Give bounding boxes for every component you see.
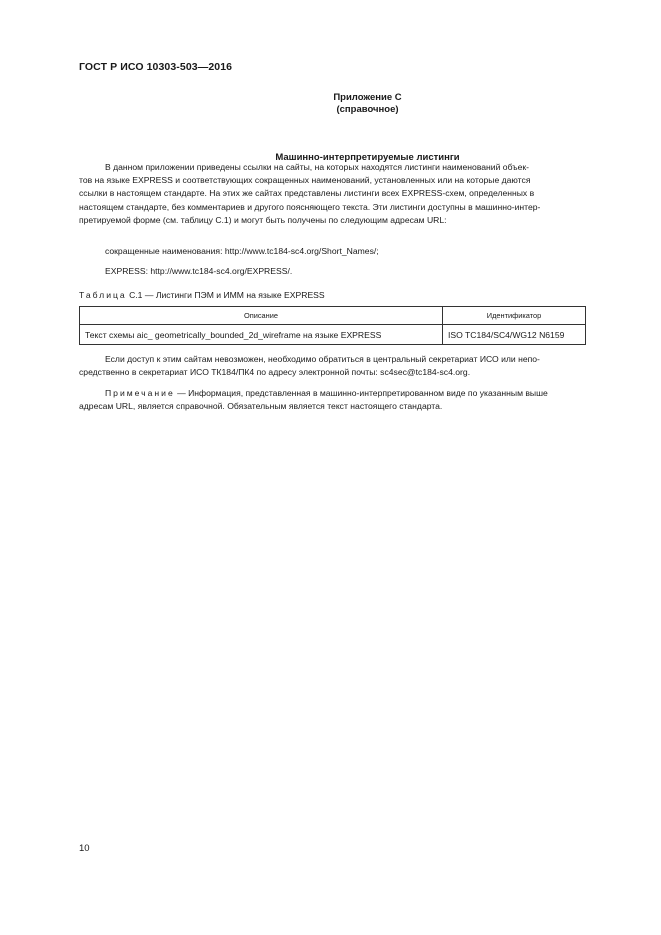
section-title: Машинно-интерпретируемые листинги (275, 152, 460, 163)
table-row (80, 325, 586, 345)
document-code: ГОСТ Р ИСО 10303-503—2016 (79, 61, 233, 73)
intro-paragraph (79, 161, 585, 227)
appendix-title: Приложение С (333, 92, 402, 103)
table-caption-text: С.1 — Листинги ПЭМ и ИММ на языке EXPRESS (126, 290, 325, 300)
table-header-row (80, 307, 586, 325)
text-line: настоящем стандарте, без комментариев и другого поясняющего текста. Эти листинги доступны в машинно-интер- (79, 201, 541, 212)
text-line: Если доступ к этим сайтам невозможен, необходимо обратиться в центральный секретариат ИСО или непо- (105, 354, 540, 364)
short-names-url: сокращенные наименования: http://www.tc184-sc4.org/Short_Names/; (105, 246, 379, 256)
note-text: — Информация, представленная в машинно-интерпретированном виде по указанным выше (174, 388, 548, 398)
express-url: EXPRESS: http://www.tc184-sc4.org/EXPRESS/. (105, 266, 293, 276)
text-line: средственно в секретариат ИСО ТК184/ПК4 по адресу электронной почты: sc4sec@tc184-sc4.org. (79, 367, 471, 378)
note-line: адресам URL, является справочной. Обязательным является текст настоящего стандарта. (79, 401, 443, 412)
table-caption (79, 290, 325, 300)
note-paragraph (79, 387, 585, 413)
text-line: тов на языке EXPRESS и соответствующих сокращенных наименований, установленных или на которые даются (79, 175, 531, 186)
page-number: 10 (79, 843, 90, 854)
column-header-identifier: Идентификатор (443, 307, 586, 325)
text-line: ссылки в настоящем стандарте. На этих же сайтах представлены листинги всех EXPRESS-схем, определенных в (79, 188, 535, 199)
note-label: Примечание (105, 388, 175, 398)
table-cell-identifier: ISO TC184/SC4/WG12 N6159 (443, 325, 586, 345)
table-cell-description: Текст схемы aic_ geometrically_bounded_2d_wireframe на языке EXPRESS (80, 325, 443, 345)
table-caption-prefix: Таблица (79, 290, 127, 300)
appendix-subtitle: (справочное) (336, 104, 399, 115)
listings-table (79, 306, 586, 345)
contact-paragraph (79, 353, 585, 379)
text-line: претируемой форме (см. таблицу С.1) и могут быть получены по следующим адресам URL: (79, 214, 447, 225)
text-line: В данном приложении приведены ссылки на сайты, на которых находятся листинги наименований объек- (105, 162, 529, 172)
note-line (79, 387, 585, 400)
column-header-description: Описание (80, 307, 443, 325)
appendix-heading (37, 92, 661, 116)
